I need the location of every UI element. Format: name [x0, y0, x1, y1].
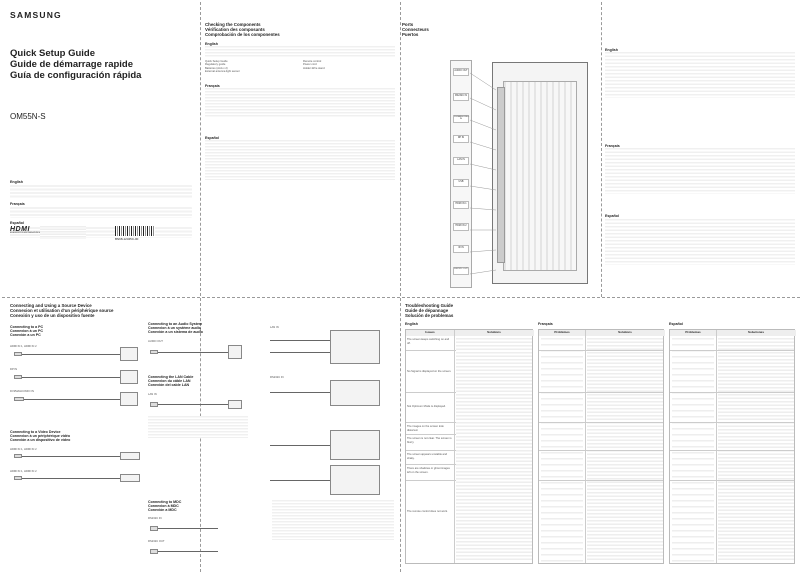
pc-monitor-icon [120, 370, 138, 384]
hdmi-connector [14, 454, 22, 458]
ts-header-solutions: Soluciones [716, 330, 796, 336]
ts-header-issues: Problemas [670, 330, 716, 336]
audio-port-label: AUDIO OUT [148, 340, 163, 343]
checking-french-label: Français [205, 83, 220, 88]
pc-title-fr: Connexion à un PC [10, 329, 43, 334]
ports-en-list [605, 52, 795, 98]
video-port-hdmi-label: HDMI IN 1, HDMI IN 2 [10, 448, 37, 451]
ts-table-es [669, 329, 795, 564]
fold-line-vertical-1 [200, 2, 201, 572]
component-item: Batteries (AAA x 2) [205, 66, 228, 70]
ts-header-solutions: Solutions [585, 330, 665, 336]
ts-title-en: Troubleshooting Guide [405, 303, 454, 308]
checking-en-text [205, 46, 395, 58]
ts-title-es: Solución de problemas [405, 313, 454, 319]
audio-title-es: Conexión a un sistema de audio [148, 330, 203, 335]
lan-title-en: Connecting the LAN Cable [148, 375, 194, 379]
ts-issue: The images on the screen look distorted. [407, 425, 444, 432]
port-ir-in: IR IN [453, 245, 469, 253]
component-item: Regulatory guide [205, 63, 226, 67]
hdmi-connector [14, 476, 22, 480]
video-title-fr: Connexion à un périphérique vidéo [10, 434, 71, 439]
ts-row-divider [539, 450, 663, 451]
mdc-title-en: Connecting to MDC [148, 500, 182, 504]
ts-row-divider [670, 480, 794, 481]
panel-vent [503, 81, 577, 271]
ports-desc [605, 48, 795, 265]
pc-monitor-icon [120, 392, 138, 406]
pc-monitor-icon [120, 347, 138, 361]
cover-title-en: Quick Setup Guide [10, 48, 95, 59]
checking-title-fr: Vérification des composants [205, 27, 265, 33]
pc-port-dp-label: DP IN [10, 368, 18, 371]
port-usb: USB [453, 179, 469, 187]
mdc-port-label: RS232C IN [148, 517, 162, 520]
ts-row-divider [539, 480, 663, 481]
checking-items-en [205, 60, 395, 74]
audio-title-fr: Connexion à un système audio [148, 326, 201, 331]
port-dvi-in: DVI/MAGICINFO IN [453, 115, 469, 123]
mdc-port-out-label: RS232C OUT [148, 540, 165, 543]
cover-french-label: Français [10, 202, 25, 207]
ts-english-label: English [405, 322, 418, 326]
rear-panel-illustration [492, 62, 588, 284]
port-hdmi-2: HDMI IN 2 [453, 223, 469, 231]
ts-spanish-label: Español [669, 322, 683, 326]
mdc-cable [158, 551, 218, 552]
connecting-title-en: Connecting and Using a Source Device [10, 303, 92, 308]
rs232c-connector [150, 549, 158, 554]
lan-cable [270, 352, 330, 353]
pc-title-en: Connecting to a PC [10, 325, 44, 329]
ports-french-label: Français [605, 144, 620, 149]
mdc-title-es: Conexión a MDC [148, 508, 177, 513]
port-rs232c-in: RS232C IN [453, 93, 469, 101]
component-item: External antenna light sensor [205, 70, 240, 74]
samsung-logo: SAMSUNG [10, 10, 62, 20]
component-item: Power cord [303, 63, 317, 67]
daisychain-cable [270, 480, 330, 481]
checking-english-label: English [205, 41, 218, 46]
dp-connector [14, 375, 22, 379]
fold-line-horizontal [2, 297, 800, 298]
barcode [115, 226, 155, 236]
router-icon [228, 400, 242, 409]
cover-spanish-label: Español [10, 221, 24, 226]
mdc-notes [272, 500, 394, 540]
checking-fr-text [205, 88, 395, 118]
fold-line-vertical-2 [400, 2, 401, 572]
ts-french-label: Français [538, 322, 553, 326]
pc-title-es: Conexión a un PC [10, 333, 41, 338]
ts-row-divider [539, 392, 663, 393]
ts-col-divider [585, 330, 586, 563]
ts-issue: The screen keeps switching on and off. [407, 338, 450, 345]
ts-issue: There are shadows or ghost images left on the screen. [407, 467, 450, 474]
mdc-cable [158, 528, 218, 529]
rs232c-cable [270, 392, 330, 393]
cover-notes [10, 180, 192, 241]
ts-issue: The remote control does not work. [407, 510, 448, 513]
ts-issue: Not Optimum Mode is displayed. [407, 405, 446, 408]
dvi-cable [24, 399, 120, 400]
component-item: Remote control [303, 59, 322, 63]
ts-header-issues: Problèmes [539, 330, 585, 336]
daisychain-cable [270, 445, 330, 446]
lan-title-fr: Connexion du câble LAN [148, 379, 191, 384]
port-audio-out: AUDIO OUT [453, 68, 469, 76]
ts-row-divider [670, 350, 794, 351]
ports-title-fr: Connecteurs [402, 27, 429, 33]
checking-spanish-label: Español [205, 136, 219, 141]
lan-cable [270, 340, 330, 341]
ports-titles [402, 22, 429, 38]
hdmi-cable [22, 478, 120, 479]
cover-titles [10, 48, 141, 81]
lan-notes [148, 416, 248, 438]
connecting-title-fr: Connexion et utilisation d'un périphérique source [10, 308, 114, 314]
port-label-column [453, 68, 469, 275]
audio-section [148, 322, 248, 335]
ts-row-divider [539, 350, 663, 351]
mdc-section [148, 500, 248, 513]
port-lan-in: LAN IN [453, 157, 469, 165]
ts-table-en [405, 329, 533, 564]
ports-english-label: English [605, 48, 618, 52]
ts-col-divider [454, 330, 455, 563]
lan-section [148, 375, 248, 388]
dp-cable [22, 377, 120, 378]
ports-title-es: Puertos [402, 32, 419, 38]
ports-spanish-label: Español [605, 214, 619, 219]
port-hdmi-1: HDMI IN 1 [453, 201, 469, 209]
mdc-title-fr: Connexion à MDC [148, 504, 179, 509]
port-dp-in: DP IN [453, 135, 469, 143]
lan-connector [150, 402, 158, 407]
ts-issue: No Signal is displayed on the screen. [407, 370, 452, 373]
ts-row-divider [670, 422, 794, 423]
rs232c-connector [150, 526, 158, 531]
lan-in-label: LAN IN [270, 326, 279, 329]
hdmi-cable [22, 354, 120, 355]
video-section [10, 430, 140, 443]
cover-title-fr: Guide de démarrage rapide [10, 59, 134, 70]
audio-cable [158, 352, 228, 353]
component-item: Quick Setup Guide [205, 59, 228, 63]
port-callout-lines [470, 60, 500, 290]
display-diagram-rs232c [330, 380, 380, 406]
component-item: Holder-Wire stand [303, 66, 325, 70]
ts-title-fr: Guide de dépannage [405, 308, 449, 314]
hdmi-cable [22, 456, 120, 457]
video-title-en: Connecting to a Video Device [10, 430, 61, 434]
display-diagram-daisychain [330, 465, 380, 495]
ts-header-issues: Issues [406, 330, 454, 336]
hdmi-connector [14, 352, 22, 356]
hdmi-logo-text: HDMI [10, 226, 30, 233]
ts-row-divider [670, 450, 794, 451]
lan-port-label: LAN IN [148, 393, 157, 396]
hdmi-logo-sub: HIGH-DEFINITION MULTIMEDIA INTERFACE [10, 233, 43, 234]
ts-solutions-text [456, 338, 532, 562]
speaker-icon [228, 345, 242, 359]
dvi-connector [14, 397, 24, 401]
ts-col-divider [716, 330, 717, 563]
cover-text-block [10, 185, 192, 199]
pc-section [10, 325, 140, 338]
checking-es-text [205, 140, 395, 180]
ts-header-solutions: Solutions [454, 330, 534, 336]
cover-title-es: Guía de configuración rápida [10, 70, 142, 81]
ts-row-divider [539, 422, 663, 423]
fold-line-vertical-3 [601, 2, 602, 297]
video-port-hdmi-label: HDMI IN 1, HDMI IN 2 [10, 470, 37, 473]
cover-english-label: English [10, 180, 23, 184]
checking-title-en: Checking the Components [205, 22, 261, 27]
video-device-icon [120, 452, 140, 460]
troubleshooting-titles [405, 303, 453, 319]
ts-issue: The screen is not clear. The screen is blurry. [407, 437, 452, 444]
display-diagram-lan [330, 330, 380, 364]
connecting-titles [10, 303, 114, 319]
rs232c-in-label: RS232C IN [270, 376, 284, 379]
cover-text-block [10, 207, 192, 218]
audio-title-en: Connecting to an Audio System [148, 322, 203, 326]
lan-cable [158, 404, 228, 405]
audio-jack [150, 350, 158, 354]
hdmi-logo [10, 226, 43, 236]
ts-row-divider [670, 392, 794, 393]
video-device-icon [120, 474, 140, 482]
checking-title-es: Comprobación de los componentes [205, 32, 280, 38]
ts-table-fr [538, 329, 664, 564]
hdmi-notice [40, 226, 86, 239]
checking-section [205, 22, 395, 180]
ts-issue: The screen appears unstable and shaky. [407, 453, 448, 460]
lan-title-es: Conexión del cable LAN [148, 383, 190, 388]
port-rs232c-out: RS232C OUT [453, 267, 469, 275]
pc-port-dvi-label: DVI/MAGICINFO IN [10, 390, 34, 393]
ports-fr-list [605, 148, 795, 194]
video-title-es: Conexión a un dispositivo de vídeo [10, 438, 71, 443]
barcode-text: BN68-12345C-00 [115, 237, 139, 241]
ports-title-en: Ports [402, 22, 414, 27]
model-number: OM55N-S [10, 112, 46, 121]
display-diagram-daisychain [330, 430, 380, 460]
ports-es-list [605, 219, 795, 265]
connecting-title-es: Conexión y uso de un dispositivo fuente [10, 313, 95, 319]
pc-port-hdmi-label: HDMI IN 1, HDMI IN 2 [10, 345, 37, 348]
